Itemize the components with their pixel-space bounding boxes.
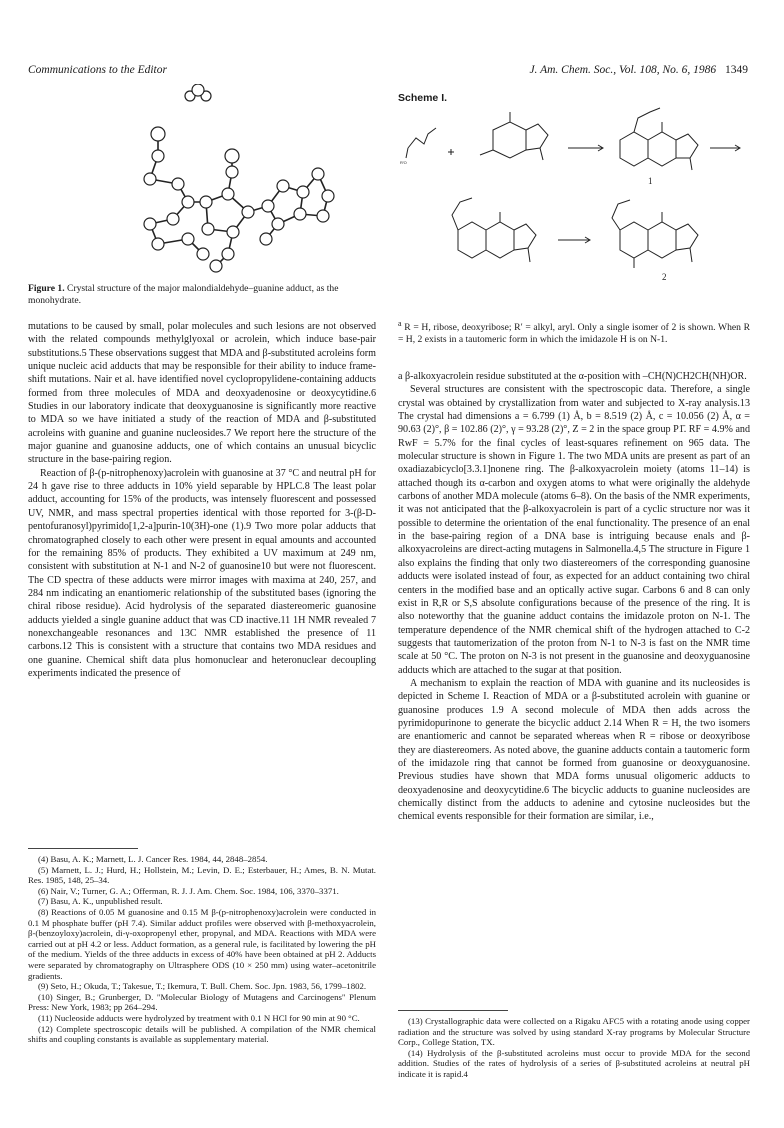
figure-caption (28, 283, 376, 307)
reference-item: (6) Nair, V.; Turner, G. A.; Offerman, R. J. J. Am. Chem. Soc. 1984, 106, 3370–3371. (38, 885, 339, 896)
reference-item: (12) Complete spectroscopic details will be published. A compilation of the NMR chemical shifts and coupling constants is available as supplementary material. (28, 1023, 376, 1045)
left-references (28, 854, 376, 1045)
reference-item: (4) Basu, A. K.; Marnett, L. J. Cancer Res. 1984, 44, 2848–2854. (38, 854, 268, 864)
body-paragraph: mutations to be caused by small, polar molecules and such lesions are not observed with the related compounds methylglyoxal or acrolein, which induce base-pair substitutions.5 These observations suggest that MDA and β-substituted acroleins form unique nucleic acid adducts that may be responsible for their ability to induce frame-shift mutations. Nair et al. have identified novel cyclopropylidene-containing adducts formed from three molecules of MDA and deoxyadenosine or deoxycytidine.6 Studies in our laboratory indicate that deoxyguanosine is significantly more reactive to MDA so we have initiated a study of the reaction of MDA and β-substituted acroleins with guanine and guanine nucleosides.7 We report here the structure of the major guanine and guanosine adducts, one of which contains an unusual bicyclic structure in the base-pairing region. (28, 321, 376, 466)
figure-caption-text: Crystal structure of the major malondialdehyde–guanine adduct, as the monohydrate. (28, 283, 339, 306)
reference-item: (11) Nucleoside adducts were hydrolyzed by treatment with 0.1 N HCl for 90 min at 90 °C. (38, 1012, 360, 1023)
right-column-body (398, 370, 750, 824)
reference-item: (7) Basu, A. K., unpublished result. (38, 896, 163, 907)
figure-label: Figure 1. (28, 283, 65, 294)
journal-name: J. Am. Chem. Soc., (529, 64, 617, 76)
compound-2-label: 2 (662, 272, 667, 282)
body-paragraph: Several structures are consistent with the spectroscopic data. Therefore, a single crystal was obtained by crystallization from water and subjected to X-ray analysis.13 The crystal had dimensions a = 6.799 (1) Å, b = 8.519 (2) Å, c = 10.056 (2) Å, α = 90.63 (2)°, β = 102.86 (2)°, γ = 93.28 (2)°, Z = 2 in the space group P1̄. RF = 4.9% and RwF = 5.7% for the final cycles of least-squares refinement on 965 data. The molecular structure is shown in Figure 1. The two MDA units are present as part of an oxadiazabicyclo[3.3.1]nonene ring. The β-alkoxyacrolein moiety (atoms 11–14) is attached though its α-carbon and oxygen atoms to what were originally the aldehyde carbons of another MDA molecule (atoms 6–8). On the basis of the NMR experiments, it was not anticipated that the β-alkoxyacrolein is part of a cyclic structure nor was it possible to determine the orientation of the enal functionality. The presence of an enal in the base-pairing region of a DNA base is intriguing because enals and β-alkoxyacroleins are direct-acting mutagens in Salmonella.4,5 The structure in Figure 1 also explains the finding that only two diastereomers of the corresponding guanosine adducts were isolated instead of four, as expected for an adduct containing two chiral centers in the modified base and an optically active sugar. Carbons 6 and 8 can only exist in R,R or S,S absolute configurations because of the presence of the ring. It is also noteworthy that the guanine adduct contains the imidazole proton on N-1. The temperature dependence of the NMR chemical shift of the hydrogen attached to C-2 suggests that tautomerization of the proton from N-1 to N-3 is fast on the NMR time scale at 50 °C. The proton on N-3 is not present in the guanosine and deoxyguanosine adducts which are attached to the sugar at that position. (398, 384, 751, 676)
body-paragraph: a β-alkoxyacrolein residue substituted at the α-position with –CH(N)CH2CH(NH)OR. (398, 371, 747, 382)
left-column-body (28, 320, 376, 680)
reference-item: (9) Seto, H.; Okuda, T.; Takesue, T.; Ikemura, T. Bull. Chem. Soc. Jpn. 1983, 56, 1799–1802. (38, 981, 367, 992)
reference-item: (8) Reactions of 0.05 M guanosine and 0.15 M β-(p-nitrophenoxy)acrolein were conducted in 0.1 M phosphate buffer (pH 7.4). Similar adduct profiles were observed with β-methoxyacrolein, β-(benzoyloxy)acrolein, di-γ-oxopropenyl ether, propynal, and MDA. Reactions with MDA were carried out at pH 4.2 or less. Adduct formation, as a general rule, is facilitated by lowering the pH of the medium. Yields of the three adducts in excess of 40% have been obtained at pH 2. Adducts were separated by chromatography on Ultrasphere ODS (10 × 250 mm) using water–acetonitrile gradients. (28, 906, 376, 981)
journal-volume: Vol. 108, No. 6, 1986 (619, 64, 717, 76)
body-paragraph: Reaction of β-(p-nitrophenoxy)acrolein with guanosine at 37 °C and neutral pH for 24 h gave rise to three adducts in 10% yield separable by HPLC.8 The least polar adduct, accounting for 15% of the products, was intensely fluorescent and possessed UV, NMR, and mass spectral properties identical with those reported for 3-(β-D-pentofuranosyl)pyrimido[1,2-a]purin-10(3H)-one (1).9 Two more polar adducts that chromatographed closely to each other were present in equal amounts and accounted for the remaining 85% of products. They exhibited a UV maximum at 249 nm, consistent with substitution at N-1 and N-2 of guanosine10 but were not fluorescent. The CD spectra of these adducts were mirror images with maxima at 240, 257, and 284 nm indicating an enantiomeric relationship of the substituted bases (ignoring the chiral ribose residue). Acid hydrolysis of the separated diastereomeric guanosine adducts yielded a single guanine adduct that was CD inactive.11 1H NMR revealed 7 nonexchangeable resonances and 13C NMR established the presence of 11 carbons.12 This is consistent with a structure that contains two MDA residues and one guanine. Chemical shift data plus homonuclear and heteronuclear decoupling experiments indicated the presence of (28, 467, 376, 679)
reference-item: (5) Marnett, L. J.; Hurd, H.; Hollstein, M.; Levin, D. E.; Esterbauer, H.; Ames, B. N. Mutat. Res. 1985, 148, 25–34. (28, 864, 376, 886)
scheme-footnote (398, 318, 750, 346)
compound-1-label: 1 (648, 176, 653, 186)
running-header-journal (529, 64, 748, 76)
right-references (398, 1016, 750, 1080)
reaction-scheme (398, 100, 750, 310)
footnote-divider (28, 848, 138, 849)
page-number: 1349 (725, 64, 748, 76)
running-header-section: Communications to the Editor (28, 64, 167, 76)
crystal-structure-figure (28, 84, 376, 284)
body-paragraph: A mechanism to explain the reaction of MDA with guanine and its nucleosides is depicted in Scheme I. Reaction of MDA or a β-substituted acrolein with guanine or guanosine produces 1.9 A second molecule of MDA then adds across the pyrimidopurinone to generate the bicyclic adduct 2.14 When R = H, the two isomers are enantiomeric and cannot be separated whereas when R = ribose or deoxyribose they are diastereomers. As noted above, the guanine adducts contain a tautomeric form of the imidazole ring that cannot be formed from guanosine or deoxyguanosine. Previous studies have shown that MDA forms unusual oligomeric adducts to deoxyadenosine and deoxycytidine.6 The bicyclic adducts to guanine nucleosides are chemically distinct from the adducts to adenine and cytosine nucleosides but the chemical events responsible for their formation are similar, i.e., (398, 677, 750, 823)
scheme-note-marker: a (398, 319, 402, 328)
footnote-divider (398, 1010, 508, 1011)
r-prime-label: R′O (400, 160, 407, 165)
reference-item: (14) Hydrolysis of the β-substituted acroleins must occur to provide MDA for the second addition. Studies of the rates of hydrolysis of a series of β-substituted acroleins at neutral pH indicate it is rapid.4 (398, 1047, 750, 1079)
scheme-title: Scheme I. (398, 92, 448, 104)
reference-item: (10) Singer, B.; Grunberger, D. "Molecular Biology of Mutagens and Carcinogens" Plenum Press: New York, 1983; pp 264–294. (28, 991, 376, 1013)
reference-item: (13) Crystallographic data were collected on a Rigaku AFC5 with a rotating anode using copper radiation and the structure was solved by using standard X-ray programs by Molecular Structure Corp., College Station, TX. (398, 1016, 750, 1048)
scheme-note-text: R = H, ribose, deoxyribose; R′ = alkyl, aryl. Only a single isomer of 2 is shown. When R = H, 2 exists in a tautomeric form in which the imidazole H is on N-1. (398, 322, 750, 346)
